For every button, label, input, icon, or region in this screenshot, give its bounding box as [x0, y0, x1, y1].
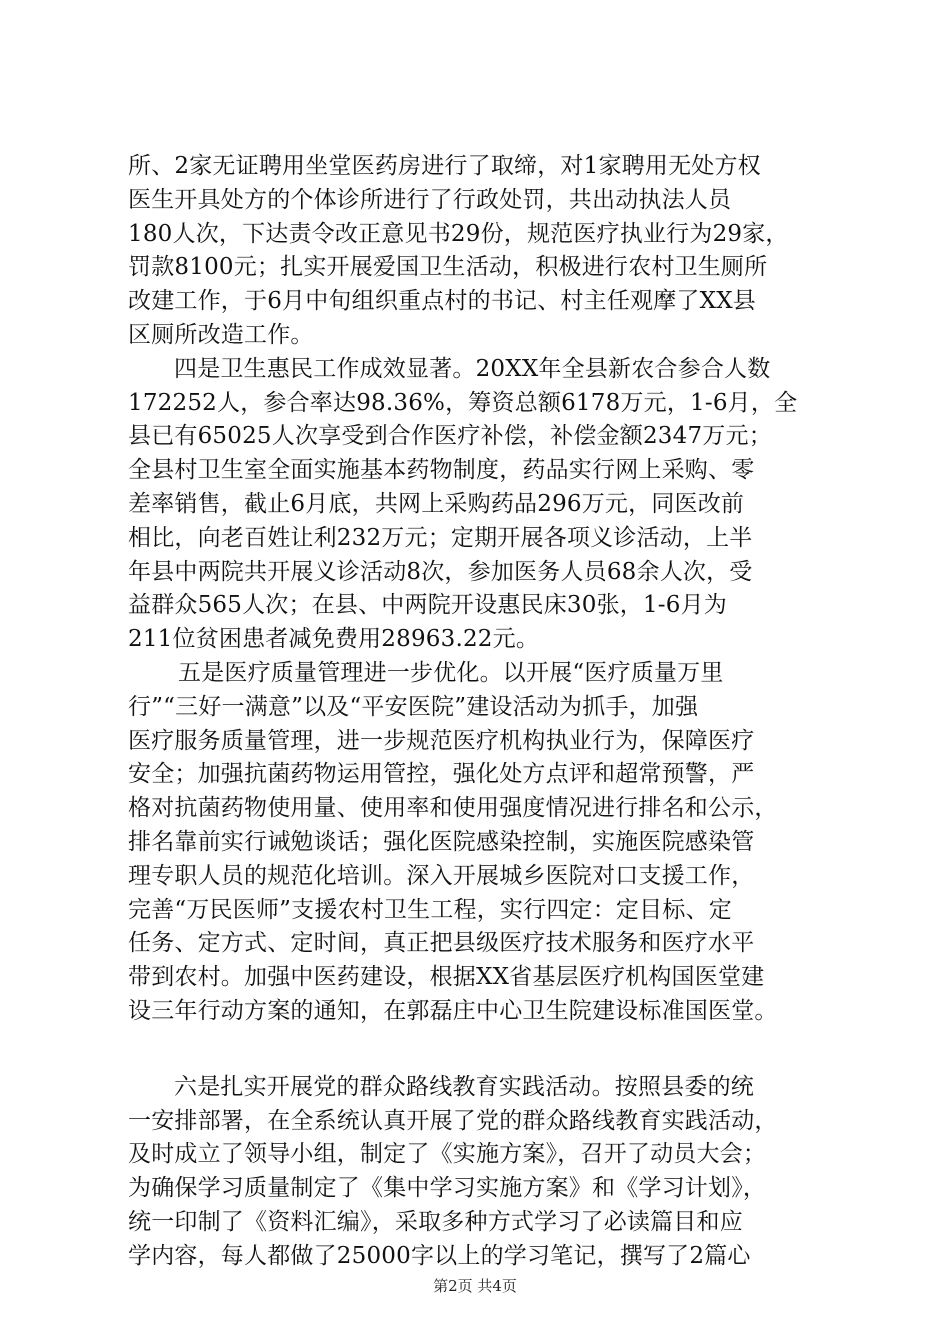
paragraph-start-line: 五是医疗质量管理进一步优化。以开展“医疗质量万里	[178, 659, 724, 686]
text-line: 统一印制了《资料汇编》，采取多种方式学习了必读篇目和应	[128, 1208, 743, 1235]
text-line: 医疗服务质量管理，进一步规范医疗机构执业行为，保障医疗	[128, 727, 755, 754]
text-line: 年县中两院共开展义诊活动8次，参加医务人员68余人次，受	[128, 558, 753, 585]
text-line: 为确保学习质量制定了《集中学习实施方案》和《学习计划》，	[128, 1175, 767, 1202]
text-line: 学内容，每人都做了25000字以上的学习笔记，撰写了2篇心	[128, 1242, 751, 1269]
text-line: 任务、定方式、定时间，真正把县级医疗技术服务和医疗水平	[128, 930, 755, 957]
paragraph-gap	[128, 1029, 838, 1071]
text-line: 行”“三好一满意”以及“平安医院”建设活动为抓手，加强	[128, 693, 699, 720]
text-line: 及时成立了领导小组，制定了《实施方案》，召开了动员大会；	[128, 1141, 767, 1168]
text-line: 益群众565人次；在县、中两院开设惠民床30张，1-6月为	[128, 592, 728, 619]
text-line: 排名靠前实行诫勉谈话；强化医院感染控制，实施医院感染管	[128, 828, 755, 855]
text-line: 差率销售，截止6月底，共网上采购药品296万元，同医改前	[128, 490, 745, 517]
text-line: 相比，向老百姓让利232万元；定期开展各项义诊活动，上半	[128, 524, 753, 551]
text-line: 完善“万民医师”支援农村卫生工程，实行四定：定目标、定	[128, 896, 732, 923]
text-line: 改建工作，于6月中旬组织重点村的书记、村主任观摩了XX县	[128, 288, 756, 315]
text-line: 211位贫困患者减免费用28963.22元。	[128, 626, 540, 653]
text-line: 172252人，参合率达98.36%，筹资总额6178万元，1-6月，全	[128, 389, 798, 416]
text-line: 格对抗菌药物使用量、使用率和使用强度情况进行排名和公示，	[128, 795, 778, 822]
text-line: 一安排部署，在全系统认真开展了党的群众路线教育实践活动，	[128, 1107, 778, 1134]
document-body	[128, 150, 838, 1274]
text-line: 县已有65025人次享受到合作医疗补偿，补偿金额2347万元；	[128, 423, 772, 450]
text-line: 带到农村。加强中医药建设，根据XX省基层医疗机构国医堂建	[128, 964, 765, 991]
text-line: 所、2家无证聘用坐堂医药房进行了取缔，对1家聘用无处方权	[128, 153, 761, 179]
paragraph-start-line: 四是卫生惠民工作成效显著。20XX年全县新农合参合人数	[174, 355, 771, 382]
text-line: 全县村卫生室全面实施基本药物制度，药品实行网上采购、零	[128, 457, 755, 484]
text-line: 理专职人员的规范化培训。深入开展城乡医院对口支援工作，	[128, 862, 755, 889]
text-line: 180人次，下达责令改正意见书29份，规范医疗执业行为29家，	[128, 220, 789, 247]
page-number-footer: 第2页 共4页	[433, 1277, 517, 1295]
text-line: 区厕所改造工作。	[128, 321, 314, 348]
text-line: 设三年行动方案的通知，在郭磊庄中心卫生院建设标准国医堂。	[128, 997, 778, 1024]
text-line: 安全；加强抗菌药物运用管控，强化处方点评和超常预警，严	[128, 761, 755, 788]
text-line: 医生开具处方的个体诊所进行了行政处罚，共出动执法人员	[128, 186, 732, 213]
text-line: 罚款8100元；扎实开展爱国卫生活动，积极进行农村卫生厕所	[128, 254, 768, 281]
paragraph-start-line: 六是扎实开展党的群众路线教育实践活动。按照县委的统	[174, 1073, 754, 1100]
